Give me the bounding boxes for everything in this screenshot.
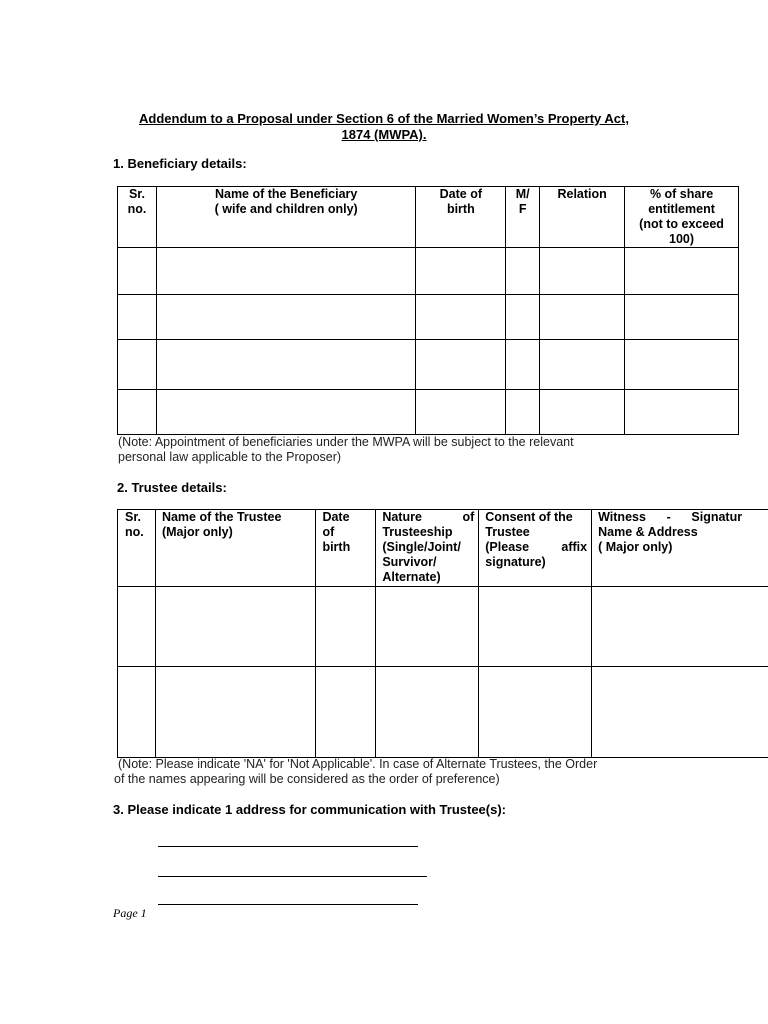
header-dob-line3: birth (322, 540, 351, 554)
header-witness-word3: Signatur (691, 510, 743, 524)
cell-name[interactable] (156, 340, 415, 390)
cell-sr[interactable] (118, 667, 156, 758)
cell-nature[interactable] (376, 667, 479, 758)
cell-sr[interactable] (118, 248, 157, 295)
section2-heading: 2. Trustee details: (117, 480, 227, 495)
header-nature-line1 (382, 510, 474, 525)
cell-consent[interactable] (479, 587, 592, 667)
header-name-line1: Name of the Beneficiary (214, 187, 358, 201)
header-beneficiary-name (156, 187, 415, 248)
header-witness-line3: ( Major only) (598, 540, 673, 554)
cell-nature[interactable] (376, 587, 479, 667)
header-share-line1: % of share (649, 187, 714, 201)
page-number: Page 1 (113, 906, 147, 920)
table-row (118, 390, 739, 435)
header-sr-line2: no. (125, 525, 144, 539)
cell-name[interactable] (155, 587, 316, 667)
cell-share[interactable] (625, 340, 739, 390)
address-line-2[interactable] (158, 876, 427, 877)
header-share-line4: 100) (669, 232, 695, 246)
cell-relation[interactable] (540, 295, 625, 340)
header-trustee-name-line1: Name of the Trustee (161, 510, 282, 524)
header-dob-line1: Date of (439, 187, 483, 201)
table-row (118, 248, 739, 295)
header-consent-word2: affix (561, 540, 588, 554)
cell-dob[interactable] (416, 390, 506, 435)
header-nature-word1: Nature (382, 510, 422, 524)
header-nature-line2: Trusteeship (382, 525, 453, 539)
cell-relation[interactable] (540, 340, 625, 390)
cell-dob[interactable] (416, 248, 506, 295)
cell-witness[interactable] (592, 587, 768, 667)
address-line-1[interactable] (158, 846, 418, 847)
header-relation: Relation (540, 187, 625, 248)
cell-witness[interactable] (592, 667, 768, 758)
header-dob-line1: Date (322, 510, 350, 524)
header-trustee-name-line2: (Major only) (161, 525, 233, 539)
trustee-note (114, 757, 597, 787)
header-nature-word2: of (462, 510, 475, 524)
header-name-line2: ( wife and children only) (214, 202, 358, 216)
trustee-table (117, 509, 768, 758)
cell-relation[interactable] (540, 390, 625, 435)
trustee-note-line2: of the names appearing will be considered as the order of preference) (114, 772, 500, 786)
header-sr-line2: no. (127, 202, 147, 216)
beneficiary-note-line2: personal law applicable to the Proposer) (118, 450, 342, 464)
header-nature-line3: (Single/Joint/ (382, 540, 461, 554)
cell-share[interactable] (625, 248, 739, 295)
beneficiary-header-row (118, 187, 739, 248)
beneficiary-table (117, 186, 739, 435)
cell-sr[interactable] (118, 390, 157, 435)
cell-mf[interactable] (506, 390, 540, 435)
header-nature-line5: Alternate) (382, 570, 441, 584)
header-sr-no (118, 187, 157, 248)
header-witness-line2: Name & Address (598, 525, 698, 539)
header-date-of-birth (416, 187, 506, 248)
cell-dob[interactable] (316, 667, 376, 758)
cell-sr[interactable] (118, 587, 156, 667)
trustee-note-line1: (Note: Please indicate 'NA' for 'Not Applicable'. In case of Alternate Trustees, the Order (118, 757, 598, 771)
cell-mf[interactable] (506, 340, 540, 390)
trustee-header-row (118, 510, 768, 587)
header-mf-line1: M/ (515, 187, 530, 201)
header-consent-line2: Trustee (485, 525, 530, 539)
table-row (118, 340, 739, 390)
document-title (0, 111, 768, 143)
cell-dob[interactable] (416, 295, 506, 340)
cell-mf[interactable] (506, 295, 540, 340)
cell-name[interactable] (156, 390, 415, 435)
beneficiary-note (118, 435, 574, 465)
cell-dob[interactable] (416, 340, 506, 390)
section3-heading: 3. Please indicate 1 address for communication with Trustee(s): (113, 802, 507, 817)
header-witness-word2: - (666, 510, 671, 524)
cell-sr[interactable] (118, 340, 157, 390)
header-mf-line2: F (518, 202, 527, 216)
header-dob-line2: birth (446, 202, 475, 216)
header-witness-line1 (598, 510, 742, 525)
cell-share[interactable] (625, 295, 739, 340)
header-date-of-birth (316, 510, 376, 587)
header-sr-no (118, 510, 156, 587)
cell-mf[interactable] (506, 248, 540, 295)
header-consent-line3 (485, 540, 587, 555)
table-row (118, 587, 768, 667)
header-nature-of-trusteeship (376, 510, 479, 587)
header-consent-line1: Consent of the (485, 510, 573, 524)
cell-relation[interactable] (540, 248, 625, 295)
header-consent-word1: (Please (485, 540, 530, 554)
cell-sr[interactable] (118, 295, 157, 340)
header-nature-line4: Survivor/ (382, 555, 437, 569)
header-gender (506, 187, 540, 248)
table-row (118, 295, 739, 340)
header-share-entitlement (625, 187, 739, 248)
table-row (118, 667, 768, 758)
header-trustee-name (155, 510, 316, 587)
header-consent-line4: signature) (485, 555, 546, 569)
header-dob-line2: of (322, 525, 335, 539)
title-line-2: 1874 (MWPA). (341, 127, 427, 142)
title-line-1: Addendum to a Proposal under Section 6 of the Married Women’s Property Act, (139, 111, 629, 126)
address-line-3[interactable] (158, 904, 418, 905)
header-sr-line1: Sr. (128, 187, 145, 201)
beneficiary-note-line1: (Note: Appointment of beneficiaries under the MWPA will be subject to the relevant (118, 435, 574, 449)
header-sr-line1: Sr. (125, 510, 141, 524)
cell-consent[interactable] (479, 667, 592, 758)
header-witness (592, 510, 768, 587)
cell-name[interactable] (156, 295, 415, 340)
cell-dob[interactable] (316, 587, 376, 667)
cell-share[interactable] (625, 390, 739, 435)
cell-name[interactable] (156, 248, 415, 295)
header-share-line2: entitlement (648, 202, 715, 216)
section1-heading: 1. Beneficiary details: (113, 156, 247, 171)
header-witness-word1: Witness (598, 510, 646, 524)
header-share-line3: (not to exceed (639, 217, 724, 231)
header-consent (479, 510, 592, 587)
cell-name[interactable] (155, 667, 316, 758)
